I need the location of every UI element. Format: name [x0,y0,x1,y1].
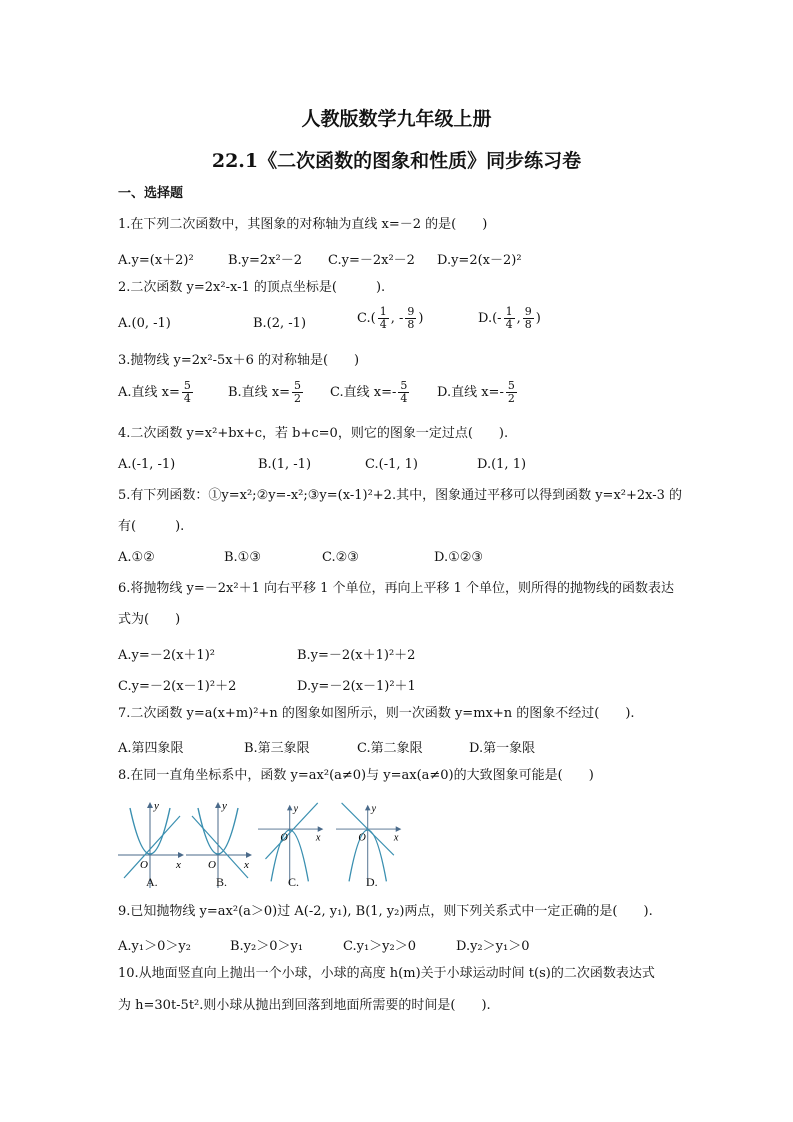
axis-y-label: y [371,803,377,815]
question-6-stem-line2: 式为( ) [118,612,181,627]
axis-y-label: y [222,800,227,812]
q9-option-c: C.y₁＞y₂＞0 [343,939,416,954]
q4-option-d: D.(1, 1) [477,457,527,472]
q7-option-b: B.第三象限 [244,741,310,756]
q6-option-c: C.y=－2(x－1)²＋2 [118,679,237,694]
q4-option-a: A.(-1, -1) [118,457,176,472]
origin-label: O [140,859,148,871]
q8-label-b: B. [216,875,228,889]
question-2-stem: 2.二次函数 y=2x²-x-1 的顶点坐标是( ). [118,280,386,295]
page-title: 人教版数学九年级上册 [301,108,492,130]
q2-option-c: C.( $\frac{1}{4}$ , - $\frac{9}{8}$ ) [357,305,424,331]
q6-option-a: A.y=－2(x＋1)² [118,648,215,663]
question-6-stem-line1: 6.将抛物线 y=－2x²＋1 向右平移 1 个单位，再向上平移 1 个单位，则所得的抛物线的函数表达 [118,581,675,596]
origin-label: O [358,832,366,844]
question-8-stem: 8.在同一直角坐标系中，函数 y=ax²(a≠0)与 y=ax(a≠0)的大致图象可能是( ) [118,768,594,783]
q8-label-c: C. [288,875,300,889]
q9-option-b: B.y₂＞0＞y₁ [230,939,304,954]
question-7-stem: 7.二次函数 y=a(x+m)²+n 的图象如图所示，则一次函数 y=mx+n 的图象不经过( ). [118,706,635,721]
q7-option-c: C.第二象限 [357,741,423,756]
q9-option-d: D.y₂＞y₁＞0 [456,939,530,954]
q3-option-a: A.直线 x= $\frac{5}{4}$ [118,379,191,405]
q4-option-c: C.(-1, 1) [365,457,418,472]
q7-option-a: A.第四象限 [118,741,184,756]
question-5-stem-line1: 5.有下列函数：①y=x²;②y=-x²;③y=(x-1)²+2.其中，图象通过平移可以得到函数 y=x²+2x-3 的 [118,488,683,503]
question-5-stem-line2: 有( ). [118,519,185,534]
q1-option-d: D.y=2(x－2)² [437,253,522,268]
axis-x-label: x [393,832,399,844]
axis-x-label: x [315,832,321,844]
q1-option-b: B.y=2x²－2 [228,253,303,268]
origin-label: O [280,832,288,844]
q5-option-c: C.②③ [322,550,359,565]
question-10-stem-line2: 为 h=30t-5t².则小球从抛出到回落到地面所需要的时间是( ). [118,998,491,1013]
axis-x-label: x [244,859,249,871]
q3-option-b: B.直线 x= $\frac{5}{2}$ [228,379,302,405]
q8-label-d: D. [366,875,378,889]
q4-option-b: B.(1, -1) [258,457,312,472]
axis-y-label: y [154,800,159,812]
q1-option-c: C.y=－2x²－2 [328,253,415,268]
question-3-stem: 3.抛物线 y=2x²-5x＋6 的对称轴是( ) [118,353,360,368]
q8-label-a: A. [146,875,158,889]
page-subtitle: 22.1《二次函数的图象和性质》同步练习卷 [211,150,582,172]
q2-option-d: D.(- $\frac{1}{4}$ , $\frac{9}{8}$ ) [478,305,541,331]
axis-y-label: y [293,803,299,815]
q6-option-d: D.y=－2(x－1)²＋1 [297,679,416,694]
origin-label: O [208,859,216,871]
q2-option-b: B.(2, -1) [253,316,307,331]
section-heading: 一、选择题 [118,186,184,201]
q2-option-a: A.(0, -1) [118,316,171,331]
q9-option-a: A.y₁＞0＞y₂ [118,939,191,954]
axis-x-label: x [176,859,181,871]
q5-option-b: B.①③ [224,550,261,565]
q3-option-c: C.直线 x=- $\frac{5}{4}$ [330,379,408,405]
question-1-stem: 1.在下列二次函数中，其图象的对称轴为直线 x=－2 的是( ) [118,217,488,232]
question-10-stem-line1: 10.从地面竖直向上抛出一个小球，小球的高度 h(m)关于小球运动时间 t(s)的二次函数表达式 [118,966,655,981]
q5-option-a: A.①② [118,550,155,565]
q5-option-d: D.①②③ [434,550,484,565]
q6-option-b: B.y=－2(x＋1)²＋2 [297,648,416,663]
question-4-stem: 4.二次函数 y=x²+bx+c，若 b+c=0，则它的图象一定过点( ). [118,426,509,441]
question-9-stem: 9.已知抛物线 y=ax²(a＞0)过 A(-2, y₁), B(1, y₂)两点，则下列关系式中一定正确的是( ). [118,904,653,919]
q7-option-d: D.第一象限 [469,741,536,756]
q3-option-d: D.直线 x=- $\frac{5}{2}$ [437,379,515,405]
q1-option-a: A.y=(x＋2)² [118,253,194,268]
